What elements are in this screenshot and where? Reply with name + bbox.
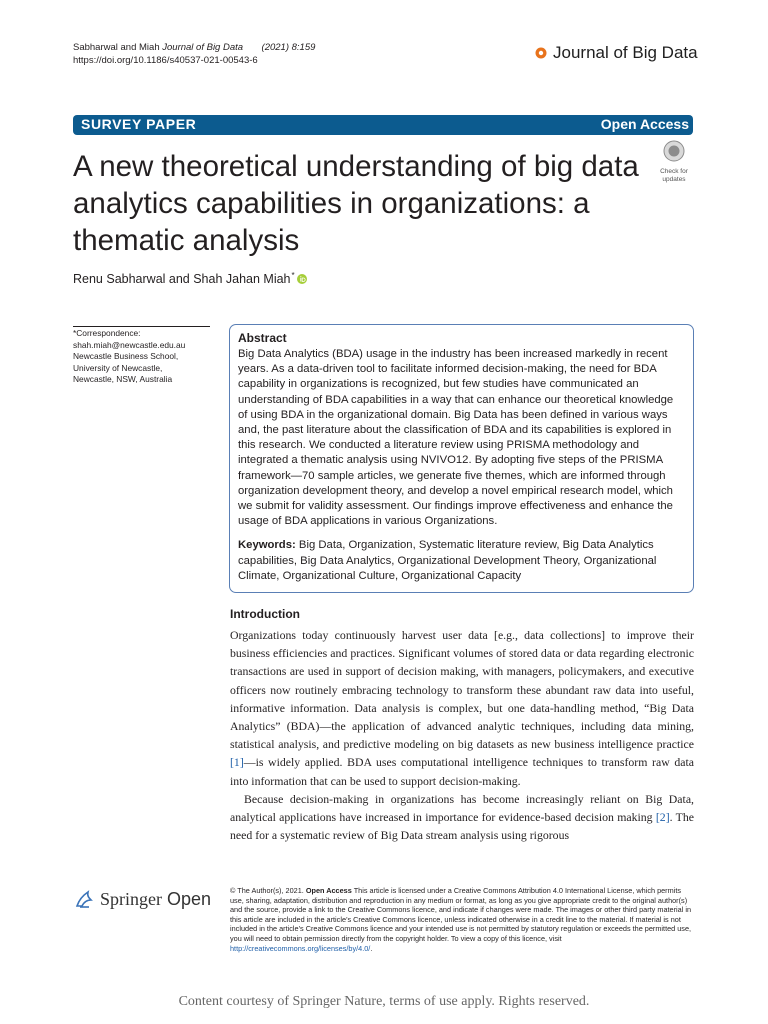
author-list [73, 272, 307, 286]
header-journal-name: Journal of Big Data [162, 42, 244, 53]
courtesy-notice: Content courtesy of Springer Nature, terms of use apply. Rights reserved. [178, 994, 590, 1009]
citation-link-1[interactable]: [1] [230, 755, 244, 770]
affiliation-line-2: University of Newcastle, [73, 362, 163, 373]
license-text: This article is licensed under a Creative Commons Attribution 4.0 International License, which permits use, sharing, adaptation, distribution and reproduction in any medium or format, as long as you give appropriate credit to the original author(s) and the source, provide a link to the Creative Commons licence, and indicate if changes were made. The images or other third party material in this article are included in the article’s Creative Commons licence, unless indicated otherwise in a credit line to the material. If material is not included in the article’s Creative Commons licence and your intended use is not permitted by statutory regulation or exceeds the permitted use, you will need to obtain permission directly from the copyright holder. To view a copy of this licence, visit [230, 886, 692, 943]
introduction-body [230, 626, 694, 844]
author-names: Renu Sabharwal and Shah Jahan Miah [73, 272, 291, 286]
keywords-label: Keywords: [238, 539, 296, 552]
springer-horse-icon [73, 888, 95, 910]
correspondence-divider [73, 326, 210, 327]
correspondence-email[interactable]: shah.miah@newcastle.edu.au [73, 339, 186, 350]
intro-p1-text-a: Organizations today continuously harvest user data [e.g., data collections] to improve their business efficiencies and practices. Significant volumes of stored data or data regarding electronic transactions are used in support of decision making, with managers, policymakers, and executive officers now routinely embracing technology to transform these abundant raw data into useful, informative information. Data analysis is complex, but one data-handling method, “Big Data Analytics” (BDA)—the application of advanced analytic techniques, including data mining, statistical analysis, and predictive modeling on big datasets as new business intelligence practice [230, 628, 694, 752]
introduction-paragraph-1 [230, 626, 694, 790]
correspondence-block [73, 328, 223, 386]
intro-p1-text-b: —is widely applied. BDA uses computational intelligence techniques to transform raw data into information that can be used to support decision-making. [230, 755, 694, 788]
intro-p2-text-a: Because decision-making in organizations has become increasingly reliant on Big Data, analytical applications have increased in importance for evidence-based decision making [230, 791, 694, 825]
header-doi-link[interactable]: https://doi.org/10.1186/s40537-021-00543-6 [73, 55, 258, 66]
header-year-volume: (2021) 8:159 [261, 42, 316, 53]
license-copyright: © The Author(s), 2021. [230, 886, 306, 895]
citation-link-2[interactable]: [2] [655, 810, 670, 825]
check-updates-line2: updates [662, 176, 686, 183]
article-type-banner [73, 115, 693, 135]
keywords [238, 538, 684, 584]
correspondence-label: *Correspondence: [73, 328, 141, 338]
corresponding-author-marker: * [291, 270, 295, 280]
header-authors: Sabharwal and Miah [73, 42, 160, 53]
paper-title: A new theoretical understanding of big data analytics capabilities in organizations: a thematic analysis [73, 150, 639, 257]
license-notice [230, 886, 696, 953]
check-updates-icon [661, 140, 687, 162]
abstract-text: Big Data Analytics (BDA) usage in the industry has been increased markedly in recent years. As a data-driven tool to facilitate informed decision-making, the need for BDA capability in organizations is recognized, but few studies have communicated an understanding of BDA capabilities in a way that can enhance our theoretical knowledge of using BDA in the organizational domain. Big Data has been defined in various ways and, the past literature about the classification of BDA and its capabilities is explored in this research. We conducted a literature review using PRISMA methodology and integrated a thematic analysis using NVIVO12. By adopting five steps of the PRISMA framework—70 sample articles, we generate five themes, which are informed through organization development theory, and develop a novel empirical research model, which we submit for validity assessment. Our findings improve effectiveness and enhance the usage of BDA applications in various Organizations. [238, 348, 674, 528]
intro-p2-text-b: . The need for a systematic review of Big Data stream analysis using rigorous [230, 810, 694, 843]
introduction-heading: Introduction [230, 607, 300, 621]
license-link[interactable]: http://creativecommons.org/licenses/by/4.0/ [230, 943, 371, 953]
article-type-label: SURVEY PAPER [81, 116, 197, 132]
springer-open-logo[interactable] [73, 888, 211, 910]
keywords-list: Big Data, Organization, Systematic literature review, Big Data Analytics capabilities, Big Data Analytics, Organizational Development Theory, Organizational Climate, Organizational Culture, Organizational Capacity [238, 539, 657, 582]
header-citation [73, 41, 315, 67]
orcid-icon[interactable] [297, 274, 307, 284]
springer-word: Springer [100, 888, 162, 909]
abstract-box [229, 324, 694, 593]
affiliation-line-1: Newcastle Business School, [73, 351, 179, 362]
journal-brand[interactable] [535, 43, 698, 63]
open-access-label: Open Access [600, 116, 689, 132]
journal-brand-name: Journal of Big Data [553, 43, 698, 62]
affiliation-line-3: Newcastle, NSW, Australia [73, 374, 173, 385]
license-open-access-label: Open Access [305, 886, 352, 895]
check-for-updates-badge[interactable] [652, 140, 696, 183]
open-word: Open [167, 888, 212, 909]
license-end: . [370, 943, 373, 953]
introduction-paragraph-2 [230, 790, 694, 845]
check-updates-line1: Check for [660, 168, 688, 175]
journal-logo-icon [535, 47, 547, 59]
abstract-heading: Abstract [238, 331, 287, 345]
